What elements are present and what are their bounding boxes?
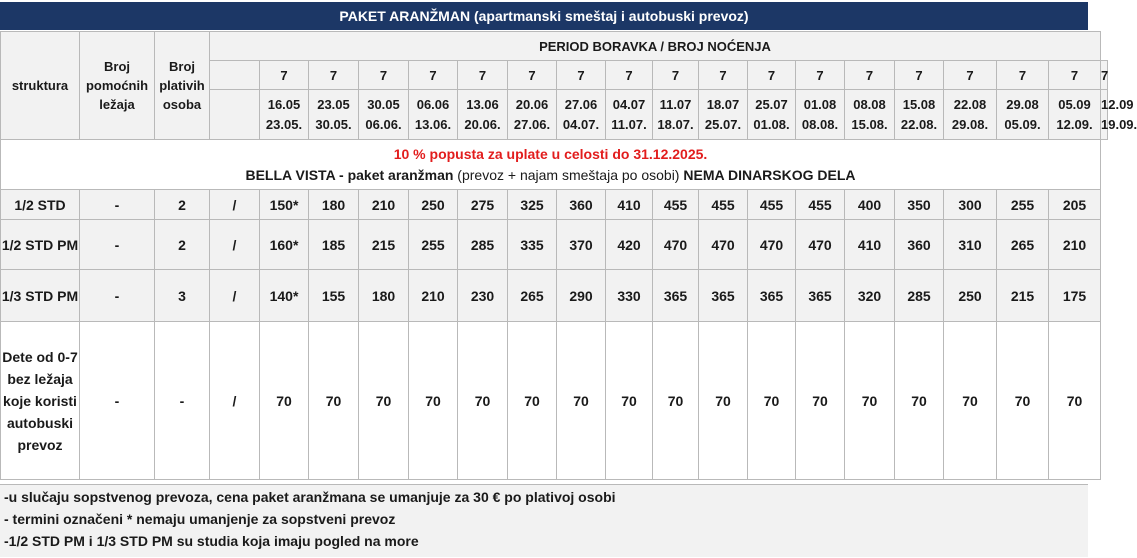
nights-cell: 7: [748, 61, 796, 90]
period-to: 29.08.: [951, 116, 989, 132]
period-to: 27.06.: [513, 116, 551, 132]
period-to: 22.08.: [900, 116, 938, 132]
price-cell: 250: [944, 270, 997, 322]
price-cell: 215: [359, 220, 409, 270]
period-cell: [699, 90, 748, 140]
period-to: 23.05.: [265, 116, 303, 132]
period-cell: [309, 90, 359, 140]
price-cell: 350: [895, 190, 944, 220]
price-cell: 215: [997, 270, 1049, 322]
price-cell: 455: [748, 190, 796, 220]
price-cell: 70: [557, 322, 606, 480]
price-cell: 180: [359, 270, 409, 322]
price-cell: 70: [409, 322, 458, 480]
period-cell: [748, 90, 796, 140]
header-struktura: struktura: [1, 32, 80, 140]
nights-cell: 7: [895, 61, 944, 90]
price-cell: 70: [309, 322, 359, 480]
price-cell: 455: [796, 190, 845, 220]
price-cell: 70: [796, 322, 845, 480]
header-pomocni-lezaji: Broj pomoćnih ležaja: [80, 32, 155, 140]
price-cell: 365: [653, 270, 699, 322]
plativi-value: 3: [155, 270, 210, 322]
period-from: 22.08: [953, 96, 987, 112]
period-to: 13.06.: [414, 116, 452, 132]
price-cell: 335: [508, 220, 557, 270]
nights-cell: 7: [409, 61, 458, 90]
period-from: 06.06: [416, 96, 450, 112]
price-cell: 255: [409, 220, 458, 270]
period-to: 04.07.: [562, 116, 600, 132]
period-cell: [458, 90, 508, 140]
header-plativi-osobe: Broj plativih osoba: [155, 32, 210, 140]
price-cell: 70: [458, 322, 508, 480]
price-cell: 455: [653, 190, 699, 220]
discount-note: 10 % popusta za uplate u celosti do 31.12.2025.: [393, 145, 708, 162]
price-cell: 210: [359, 190, 409, 220]
period-from: 25.07: [755, 96, 788, 112]
period-cell: [606, 90, 653, 140]
price-cell: 140*: [260, 270, 309, 322]
price-cell: 70: [748, 322, 796, 480]
period-to: 15.08.: [851, 116, 888, 132]
price-cell: 275: [458, 190, 508, 220]
price-cell: 160*: [260, 220, 309, 270]
nights-cell: 7: [653, 61, 699, 90]
nights-cell: 7: [796, 61, 845, 90]
period-from: 23.05: [317, 96, 350, 112]
price-cell: 420: [606, 220, 653, 270]
period-from: 12.09: [1101, 96, 1134, 112]
table-row: [1, 190, 1108, 220]
price-cell: 310: [944, 220, 997, 270]
price-cell: 230: [458, 270, 508, 322]
price-cell: 285: [895, 270, 944, 322]
price-cell: 175: [1049, 270, 1101, 322]
period-from: 30.05: [367, 96, 400, 112]
price-cell: 70: [997, 322, 1049, 480]
period-from: 11.07: [659, 96, 692, 112]
note-line: -u slučaju sopstvenog prevoza, cena paket aranžmana se umanjuje za 30 € po plativoj osobi: [4, 489, 616, 505]
period-to: 11.07.: [611, 116, 647, 132]
price-cell: 250: [409, 190, 458, 220]
period-from: 27.06: [564, 96, 598, 112]
period-to: 19.09.: [1101, 116, 1137, 132]
structure-label: Dete od 0-7 bez ležaja koje koristi autobuski prevoz: [1, 322, 80, 480]
price-cell: 360: [895, 220, 944, 270]
price-cell: 70: [895, 322, 944, 480]
period-cell: [944, 90, 997, 140]
structure-label: 1/2 STD PM: [1, 220, 80, 270]
package-currency-note: NEMA DINARSKOG DELA: [683, 166, 856, 183]
period-from: 05.09: [1058, 96, 1091, 112]
period-from: 04.07: [612, 96, 646, 112]
table-title: PAKET ARANŽMAN (apartmanski smeštaj i autobuski prevoz): [0, 2, 1088, 30]
price-cell: 155: [309, 270, 359, 322]
price-cell: 455: [699, 190, 748, 220]
pomocni-value: -: [80, 220, 155, 270]
price-cell: 205: [1049, 190, 1101, 220]
nights-cell: 7: [508, 61, 557, 90]
slash-marker: /: [210, 220, 260, 270]
price-cell: 410: [606, 190, 653, 220]
price-cell: 410: [845, 220, 895, 270]
period-to: 30.05.: [315, 116, 352, 132]
slash-marker: /: [210, 270, 260, 322]
period-to: 25.07.: [704, 116, 742, 132]
price-cell: 70: [653, 322, 699, 480]
package-detail: (prevoz + najam smeštaja po osobi): [453, 166, 684, 183]
package-description: [1, 165, 1100, 186]
period-cell: [653, 90, 699, 140]
period-from: 16.05: [267, 96, 301, 112]
price-cell: 325: [508, 190, 557, 220]
note-line: -1/2 STD PM i 1/3 STD PM su studia koja imaju pogled na more: [4, 533, 419, 549]
price-cell: 365: [796, 270, 845, 322]
structure-label: 1/3 STD PM: [1, 270, 80, 322]
period-cell: [1049, 90, 1101, 140]
dates-spacer: [210, 90, 260, 140]
price-cell: 470: [796, 220, 845, 270]
period-cell: [409, 90, 458, 140]
nights-cell: 7: [309, 61, 359, 90]
period-cell: [1101, 90, 1137, 140]
price-cell: 150*: [260, 190, 309, 220]
price-cell: 285: [458, 220, 508, 270]
pomocni-value: -: [80, 322, 155, 480]
price-cell: 360: [557, 190, 606, 220]
price-cell: 255: [997, 190, 1049, 220]
nights-cell: 7: [699, 61, 748, 90]
nights-cell: 7: [606, 61, 653, 90]
package-name: BELLA VISTA - paket aranžman: [245, 166, 454, 183]
plativi-value: 2: [155, 190, 210, 220]
period-cell: [796, 90, 845, 140]
period-cell: [845, 90, 895, 140]
nights-cell: 7: [997, 61, 1049, 90]
price-cell: 470: [653, 220, 699, 270]
nights-cell: 7: [458, 61, 508, 90]
price-cell: 370: [557, 220, 606, 270]
period-from: 15.08: [902, 96, 936, 112]
period-cell: [508, 90, 557, 140]
nights-cell: 7: [845, 61, 895, 90]
price-cell: 210: [409, 270, 458, 322]
nights-cell: 7: [260, 61, 309, 90]
price-cell: 70: [845, 322, 895, 480]
period-from: 01.08: [803, 96, 837, 112]
price-cell: 265: [997, 220, 1049, 270]
price-cell: 470: [748, 220, 796, 270]
table-row: [1, 220, 1108, 270]
price-cell: 70: [606, 322, 653, 480]
period-from: 20.06: [515, 96, 549, 112]
price-cell: 365: [699, 270, 748, 322]
period-from: 13.06: [466, 96, 499, 112]
price-cell: 180: [309, 190, 359, 220]
period-cell: [895, 90, 944, 140]
price-cell: 300: [944, 190, 997, 220]
nights-cell: 7: [557, 61, 606, 90]
price-table: [0, 31, 1137, 480]
price-cell: 70: [1049, 322, 1101, 480]
price-cell: 470: [699, 220, 748, 270]
period-to: 01.08.: [753, 116, 790, 132]
table-row: [1, 270, 1108, 322]
price-cell: 365: [748, 270, 796, 322]
price-cell: 70: [359, 322, 409, 480]
price-cell: 210: [1049, 220, 1101, 270]
pomocni-value: -: [80, 270, 155, 322]
period-cell: [359, 90, 409, 140]
nights-cell: 7: [944, 61, 997, 90]
price-cell: 70: [508, 322, 557, 480]
period-to: 18.07.: [657, 116, 694, 132]
period-to: 05.09.: [1004, 116, 1041, 132]
pomocni-value: -: [80, 190, 155, 220]
notes-section: [0, 484, 1088, 557]
period-from: 08.08: [853, 96, 886, 112]
price-cell: 320: [845, 270, 895, 322]
header-period: PERIOD BORAVKA / BROJ NOĆENJA: [210, 32, 1101, 61]
price-cell: 70: [260, 322, 309, 480]
price-cell: 400: [845, 190, 895, 220]
period-from: 18.07: [706, 96, 740, 112]
price-cell: 330: [606, 270, 653, 322]
slash-marker: /: [210, 190, 260, 220]
price-cell: 70: [699, 322, 748, 480]
price-cell: 70: [944, 322, 997, 480]
price-cell: 290: [557, 270, 606, 322]
period-cell: [260, 90, 309, 140]
promo-cell: [1, 140, 1101, 190]
price-cell: 265: [508, 270, 557, 322]
period-to: 08.08.: [801, 116, 839, 132]
nights-spacer: [210, 61, 260, 90]
slash-marker: /: [210, 322, 260, 480]
nights-cell: 7: [359, 61, 409, 90]
nights-cell: 7: [1101, 61, 1108, 90]
plativi-value: 2: [155, 220, 210, 270]
period-cell: [557, 90, 606, 140]
note-line: - termini označeni * nemaju umanjenje za sopstveni prevoz: [4, 511, 396, 527]
nights-cell: 7: [1049, 61, 1101, 90]
structure-label: 1/2 STD: [1, 190, 80, 220]
period-to: 12.09.: [1056, 116, 1093, 132]
period-to: 20.06.: [464, 116, 501, 132]
period-cell: [997, 90, 1049, 140]
plativi-value: -: [155, 322, 210, 480]
period-from: 29.08: [1006, 96, 1039, 112]
price-cell: 185: [309, 220, 359, 270]
period-to: 06.06.: [365, 116, 402, 132]
table-row: [1, 322, 1108, 480]
